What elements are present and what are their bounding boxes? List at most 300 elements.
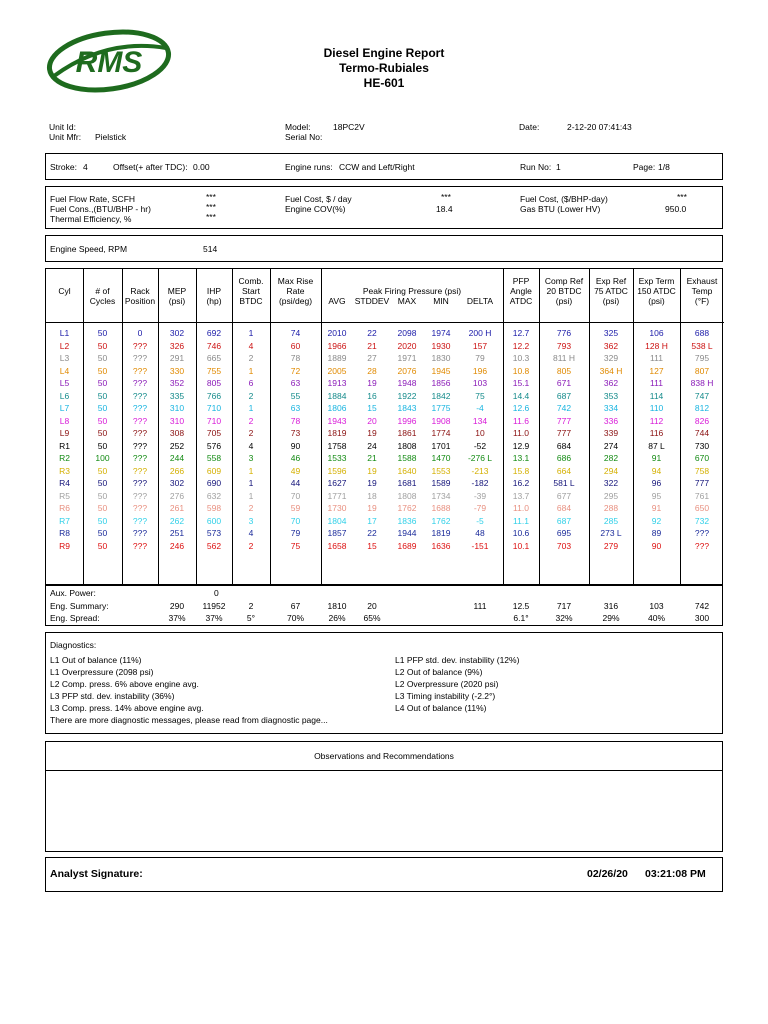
cell-cyl: R9 bbox=[59, 540, 70, 551]
cell-expterm: 106 bbox=[649, 328, 664, 338]
model-value: 18PC2V bbox=[333, 122, 365, 132]
cell-exhaust: 650 bbox=[694, 503, 710, 513]
diag-left-1: L1 Overpressure (2098 psi) bbox=[50, 667, 154, 677]
cell-rack: ??? bbox=[132, 428, 148, 438]
cell-expterm: 112 bbox=[649, 415, 664, 426]
report-title: Diesel Engine Report bbox=[323, 46, 445, 60]
cell-stddev: 28 bbox=[367, 365, 377, 376]
unit-code: HE-601 bbox=[363, 76, 405, 90]
cell-mep: 246 bbox=[169, 540, 185, 551]
cell-cycles: 50 bbox=[97, 478, 108, 488]
cell-ihp: 692 bbox=[206, 328, 222, 338]
aux-power-value: 0 bbox=[214, 588, 219, 598]
cell-cycles: 50 bbox=[97, 528, 108, 538]
signature-box bbox=[45, 857, 723, 892]
cell-avg: 1889 bbox=[327, 353, 347, 363]
cell-cyl: L4 bbox=[59, 365, 70, 376]
cell-exhaust: 838 H bbox=[690, 378, 714, 388]
col-ihp-header: IHP (hp) bbox=[206, 286, 222, 306]
cell-compref: 687 bbox=[556, 390, 572, 401]
cell-min: 1470 bbox=[431, 453, 451, 463]
cell-maxrise: 73 bbox=[290, 428, 301, 438]
col-expref-header: Exp Ref 75 ATDC (psi) bbox=[594, 276, 628, 306]
cell-cycles: 50 bbox=[97, 515, 108, 526]
cell-expterm: 111 bbox=[650, 378, 663, 388]
cell-compref: 805 bbox=[556, 365, 572, 376]
cell-rack: ??? bbox=[132, 465, 148, 476]
cell-max: 1588 bbox=[397, 453, 417, 463]
cell-compref: 684 bbox=[556, 503, 572, 513]
page-value: 1/8 bbox=[658, 162, 670, 172]
cell-cyl: L1 bbox=[59, 328, 70, 338]
cell-compref: 777 bbox=[556, 415, 572, 426]
cell-compref: 695 bbox=[556, 528, 572, 538]
cell-stddev: 17 bbox=[367, 515, 377, 526]
cell-rack: ??? bbox=[132, 515, 148, 526]
cell-expterm: 127 bbox=[649, 365, 664, 376]
cell-expref: 362 bbox=[603, 340, 619, 351]
cell-cyl: L2 bbox=[59, 340, 70, 351]
cell-expref: 325 bbox=[603, 328, 619, 338]
cell-ihp: 665 bbox=[206, 353, 222, 363]
cell-rack: ??? bbox=[132, 490, 148, 501]
cell-expterm: 96 bbox=[651, 478, 662, 488]
cell-delta: 157 bbox=[472, 340, 488, 351]
observations-box bbox=[45, 741, 723, 852]
cell-exhaust: 688 bbox=[694, 328, 710, 338]
cell-comb: 4 bbox=[248, 440, 254, 451]
diag-more: There are more diagnostic messages, please read from diagnostic page... bbox=[50, 715, 328, 725]
signature-date: 02/26/20 bbox=[587, 868, 628, 880]
summary-cell-compref: 717 bbox=[556, 601, 572, 611]
cell-expref: 364 H bbox=[599, 365, 623, 376]
cell-cycles: 50 bbox=[97, 378, 108, 388]
fuel-cost-bhp-value: *** bbox=[677, 192, 687, 202]
cell-mep: 251 bbox=[169, 528, 185, 538]
cell-delta: -4 bbox=[476, 403, 484, 413]
col-mep-header: MEP (psi) bbox=[167, 286, 187, 306]
cell-maxrise: 70 bbox=[290, 490, 301, 501]
cell-ihp: 573 bbox=[206, 528, 222, 538]
cell-cycles: 50 bbox=[97, 403, 108, 413]
run-no-value: 1 bbox=[556, 162, 561, 172]
table-row bbox=[46, 491, 724, 502]
cell-cycles: 50 bbox=[97, 415, 108, 426]
cell-comb: 2 bbox=[248, 428, 254, 438]
summary-cell-maxrise: 70% bbox=[286, 613, 304, 623]
cell-comb: 1 bbox=[248, 403, 254, 413]
cell-exhaust: 744 bbox=[694, 428, 710, 438]
cell-rack: ??? bbox=[132, 415, 148, 426]
cell-avg: 1819 bbox=[327, 428, 347, 438]
cell-rack: ??? bbox=[132, 365, 148, 376]
cell-avg: 1627 bbox=[327, 478, 347, 488]
cell-compref: 776 bbox=[556, 328, 572, 338]
cell-stddev: 15 bbox=[367, 403, 377, 413]
cell-compref: 664 bbox=[556, 465, 572, 476]
cell-mep: 310 bbox=[169, 403, 185, 413]
diag-left-3: L3 PFP std. dev. instability (36%) bbox=[50, 691, 175, 701]
cell-rack: ??? bbox=[132, 378, 148, 388]
cell-rack: ??? bbox=[132, 528, 148, 538]
cell-exhaust: 812 bbox=[694, 403, 710, 413]
fuel-cost-day-label: Fuel Cost, $ / day bbox=[285, 194, 352, 204]
cell-cycles: 50 bbox=[97, 540, 108, 551]
summary-cell-pfp: 12.5 bbox=[512, 601, 530, 611]
cell-maxrise: 90 bbox=[290, 440, 301, 451]
col-stddev-header: STDDEV bbox=[354, 296, 390, 306]
cell-compref: 742 bbox=[556, 403, 572, 413]
cell-stddev: 18 bbox=[367, 490, 377, 501]
cell-rack: ??? bbox=[132, 440, 148, 451]
summary-cell-exhaust: 300 bbox=[694, 613, 710, 623]
cell-comb: 2 bbox=[248, 415, 254, 426]
unit-mfr-label: Unit Mfr: bbox=[49, 132, 82, 142]
station-name: Termo-Rubiales bbox=[339, 61, 429, 75]
cell-compref: 686 bbox=[556, 453, 572, 463]
aux-power-label: Aux. Power: bbox=[50, 588, 96, 598]
cell-exhaust: 807 bbox=[694, 365, 710, 376]
cell-maxrise: 74 bbox=[290, 328, 301, 338]
col-compref-header: Comp Ref 20 BTDC (psi) bbox=[544, 276, 584, 306]
engine-speed-label: Engine Speed, RPM bbox=[50, 244, 128, 254]
cell-expref: 334 bbox=[603, 403, 619, 413]
col-rack-header: Rack Position bbox=[124, 286, 156, 306]
cell-cyl: R4 bbox=[59, 478, 70, 488]
col-avg-header: AVG bbox=[328, 296, 346, 306]
cell-expref: 353 bbox=[603, 390, 619, 401]
cell-max: 1944 bbox=[397, 528, 417, 538]
cell-stddev: 24 bbox=[367, 440, 377, 451]
cell-comb: 4 bbox=[248, 340, 254, 351]
diag-right-3: L3 Timing instability (-2.2°) bbox=[395, 691, 496, 701]
cell-min: 1842 bbox=[431, 390, 451, 401]
cell-max: 1971 bbox=[397, 353, 417, 363]
cell-expref: 362 bbox=[603, 378, 619, 388]
cell-stddev: 22 bbox=[367, 528, 377, 538]
summary-cell-avg: 26% bbox=[328, 613, 346, 623]
cell-mep: 244 bbox=[169, 453, 185, 463]
cell-pfp: 10.3 bbox=[512, 353, 530, 363]
cell-compref: 793 bbox=[556, 340, 572, 351]
cell-cycles: 50 bbox=[97, 428, 108, 438]
cell-expterm: 87 L bbox=[648, 440, 665, 451]
cell-max: 2098 bbox=[397, 328, 417, 338]
cell-cycles: 50 bbox=[97, 490, 108, 501]
cell-rack: ??? bbox=[132, 403, 148, 413]
cell-comb: 6 bbox=[248, 378, 254, 388]
cell-maxrise: 78 bbox=[290, 415, 301, 426]
cell-expterm: 111 bbox=[650, 353, 663, 363]
table-row bbox=[46, 516, 724, 527]
cell-cyl: R5 bbox=[59, 490, 70, 501]
cell-expterm: 90 bbox=[651, 540, 662, 551]
date-label: Date: bbox=[519, 122, 540, 132]
col-pfp-header: PFP Angle ATDC bbox=[509, 276, 533, 306]
cell-cycles: 50 bbox=[97, 390, 108, 401]
cell-stddev: 16 bbox=[367, 390, 377, 401]
cell-comb: 2 bbox=[248, 540, 254, 551]
table-row bbox=[46, 378, 724, 389]
summary-cell-pfp: 6.1° bbox=[513, 613, 529, 623]
table-row bbox=[46, 428, 724, 439]
table-row bbox=[46, 478, 724, 489]
svg-text:RMS: RMS bbox=[75, 46, 143, 79]
cell-expref: 282 bbox=[603, 453, 619, 463]
cell-min: 1701 bbox=[431, 440, 451, 451]
cell-pfp: 16.2 bbox=[512, 478, 530, 488]
cell-pfp: 12.6 bbox=[512, 403, 530, 413]
cell-delta: -79 bbox=[473, 503, 487, 513]
diag-left-4: L3 Comp. press. 14% above engine avg. bbox=[50, 703, 204, 713]
cell-maxrise: 72 bbox=[290, 365, 301, 376]
cell-max: 1836 bbox=[397, 515, 417, 526]
thermal-eff-value: *** bbox=[206, 212, 216, 222]
table-row bbox=[46, 528, 724, 539]
cell-pfp: 11.0 bbox=[513, 503, 529, 513]
cell-cyl: L9 bbox=[59, 428, 70, 438]
cell-maxrise: 78 bbox=[290, 353, 301, 363]
cell-rack: ??? bbox=[132, 478, 148, 488]
cell-min: 1636 bbox=[431, 540, 451, 551]
unit-id-label: Unit Id: bbox=[49, 122, 76, 132]
cell-delta: 48 bbox=[475, 528, 485, 538]
cell-min: 1553 bbox=[431, 465, 451, 476]
cell-avg: 1804 bbox=[327, 515, 347, 526]
cell-avg: 1857 bbox=[327, 528, 347, 538]
cell-avg: 1758 bbox=[327, 440, 347, 451]
cell-stddev: 22 bbox=[367, 328, 377, 338]
cell-delta: -39 bbox=[473, 490, 487, 501]
cell-expref: 285 bbox=[603, 515, 619, 526]
cell-comb: 3 bbox=[248, 515, 254, 526]
cell-min: 1908 bbox=[431, 415, 451, 426]
table-row bbox=[46, 353, 724, 364]
cell-rack: ??? bbox=[132, 453, 148, 463]
cell-expterm: 114 bbox=[649, 390, 664, 401]
cell-expref: 339 bbox=[603, 428, 619, 438]
summary-cell-comb: 5° bbox=[246, 613, 256, 623]
cell-mep: 326 bbox=[169, 340, 185, 351]
cell-cyl: R6 bbox=[59, 503, 70, 513]
offset-label: Offset(+ after TDC): bbox=[113, 162, 188, 172]
cell-maxrise: 55 bbox=[290, 390, 301, 401]
cell-rack: ??? bbox=[132, 340, 148, 351]
cell-stddev: 19 bbox=[367, 378, 377, 388]
cell-ihp: 746 bbox=[206, 340, 222, 351]
cell-mep: 308 bbox=[169, 428, 185, 438]
engine-runs-value: CCW and Left/Right bbox=[339, 162, 415, 172]
cell-expref: 288 bbox=[603, 503, 619, 513]
cell-mep: 330 bbox=[169, 365, 185, 376]
fuel-cons-value: *** bbox=[206, 202, 216, 212]
cell-max: 1861 bbox=[397, 428, 417, 438]
cell-ihp: 576 bbox=[206, 440, 222, 451]
cell-comb: 1 bbox=[248, 328, 254, 338]
cell-min: 1762 bbox=[431, 515, 451, 526]
cell-stddev: 15 bbox=[367, 540, 377, 551]
cell-max: 1948 bbox=[397, 378, 417, 388]
cell-exhaust: 730 bbox=[694, 440, 710, 451]
unit-mfr-value: Pielstick bbox=[95, 132, 127, 142]
cell-min: 1819 bbox=[431, 528, 451, 538]
summary-cell-exhaust: 742 bbox=[694, 601, 710, 611]
cell-ihp: 558 bbox=[206, 453, 222, 463]
col-cyl-header: Cyl bbox=[58, 286, 71, 296]
cell-min: 1856 bbox=[431, 378, 451, 388]
col-max-header: MAX bbox=[397, 296, 417, 306]
cell-maxrise: 79 bbox=[290, 528, 301, 538]
cell-expterm: 128 H bbox=[645, 340, 668, 351]
cell-pfp: 10.8 bbox=[512, 365, 530, 376]
cell-min: 1774 bbox=[431, 428, 451, 438]
stroke-value: 4 bbox=[83, 162, 88, 172]
cell-ihp: 632 bbox=[206, 490, 222, 501]
engine-cov-label: Engine COV(%) bbox=[285, 204, 346, 214]
model-label: Model: bbox=[285, 122, 311, 132]
cell-cycles: 50 bbox=[97, 353, 108, 363]
cell-avg: 1533 bbox=[327, 453, 347, 463]
col-expterm-header: Exp Term 150 ATDC (psi) bbox=[637, 276, 676, 306]
table-row bbox=[46, 391, 724, 402]
cell-avg: 2005 bbox=[327, 365, 347, 376]
summary-cell-expterm: 40% bbox=[647, 613, 665, 623]
analyst-signature-label: Analyst Signature: bbox=[50, 868, 143, 880]
cell-compref: 687 bbox=[556, 515, 572, 526]
summary-cell-ihp: 11952 bbox=[202, 601, 226, 611]
cell-maxrise: 46 bbox=[290, 453, 301, 463]
engine-runs-label: Engine runs: bbox=[285, 162, 333, 172]
cell-comb: 1 bbox=[248, 365, 254, 376]
cell-pfp: 14.4 bbox=[512, 390, 530, 401]
cell-expterm: 91 bbox=[651, 503, 662, 513]
cell-maxrise: 75 bbox=[290, 540, 301, 551]
summary-cell-expref: 316 bbox=[603, 601, 619, 611]
thermal-eff-label: Thermal Efficiency, % bbox=[50, 214, 132, 224]
cell-delta: 10 bbox=[475, 428, 485, 438]
table-row bbox=[46, 416, 724, 427]
cell-expterm: 116 bbox=[649, 428, 664, 438]
cell-ihp: 609 bbox=[206, 465, 222, 476]
cell-ihp: 766 bbox=[206, 390, 222, 401]
table-row bbox=[46, 366, 724, 377]
cell-delta: -151 bbox=[471, 540, 489, 551]
cylinder-table bbox=[45, 268, 723, 585]
cell-ihp: 710 bbox=[206, 415, 222, 426]
cell-ihp: 562 bbox=[206, 540, 222, 551]
cell-rack: ??? bbox=[132, 503, 148, 513]
cell-rack: ??? bbox=[132, 353, 148, 363]
cell-cyl: L5 bbox=[59, 378, 70, 388]
cell-compref: 777 bbox=[556, 428, 572, 438]
cell-exhaust: 538 L bbox=[691, 340, 713, 351]
cell-pfp: 15.8 bbox=[512, 465, 530, 476]
summary-cell-mep: 37% bbox=[168, 613, 186, 623]
eng-spread-label: Eng. Spread: bbox=[50, 613, 100, 623]
fuel-cost-bhp-label: Fuel Cost, ($/BHP-day) bbox=[520, 194, 608, 204]
cell-stddev: 20 bbox=[367, 415, 377, 426]
cell-ihp: 805 bbox=[206, 378, 222, 388]
cell-ihp: 600 bbox=[206, 515, 222, 526]
cell-exhaust: ??? bbox=[694, 540, 710, 551]
cell-stddev: 27 bbox=[367, 353, 377, 363]
cell-rack: ??? bbox=[132, 540, 148, 551]
diag-right-4: L4 Out of balance (11%) bbox=[395, 703, 487, 713]
cell-delta: 103 bbox=[472, 378, 488, 388]
fuel-info-box bbox=[45, 186, 723, 229]
cell-delta: -213 bbox=[471, 465, 489, 476]
cell-pfp: 10.1 bbox=[512, 540, 530, 551]
cell-maxrise: 59 bbox=[290, 503, 301, 513]
cell-cyl: L6 bbox=[59, 390, 70, 401]
cell-cyl: L7 bbox=[59, 403, 70, 413]
table-row bbox=[46, 403, 724, 414]
table-row bbox=[46, 441, 724, 452]
cell-expref: 295 bbox=[603, 490, 619, 501]
cell-comb: 1 bbox=[248, 465, 254, 476]
cell-cycles: 100 bbox=[95, 453, 110, 463]
run-no-label: Run No: bbox=[520, 162, 552, 172]
cell-mep: 261 bbox=[169, 503, 185, 513]
cell-delta: -276 L bbox=[467, 453, 493, 463]
signature-time: 03:21:08 PM bbox=[645, 868, 706, 880]
cell-avg: 1966 bbox=[327, 340, 347, 351]
diagnostics-box bbox=[45, 632, 723, 734]
engine-speed-box bbox=[45, 235, 723, 262]
diag-right-1: L2 Out of balance (9%) bbox=[395, 667, 483, 677]
date-value: 2-12-20 07:41:43 bbox=[567, 122, 632, 132]
diagnostics-title: Diagnostics: bbox=[50, 640, 97, 650]
col-delta-header: DELTA bbox=[466, 296, 494, 306]
cell-expterm: 92 bbox=[651, 515, 662, 526]
cell-expref: 279 bbox=[603, 540, 619, 551]
cell-compref: 684 bbox=[556, 440, 572, 451]
col-min-header: MIN bbox=[433, 296, 449, 306]
diag-right-2: L2 Overpressure (2020 psi) bbox=[395, 679, 499, 689]
cell-min: 1589 bbox=[431, 478, 451, 488]
cell-ihp: 755 bbox=[206, 365, 222, 376]
cell-avg: 1596 bbox=[327, 465, 347, 476]
cell-exhaust: 747 bbox=[694, 390, 710, 401]
cell-max: 1808 bbox=[397, 440, 417, 451]
stroke-label: Stroke: bbox=[50, 162, 77, 172]
cell-expref: 329 bbox=[603, 353, 619, 363]
cell-exhaust: 777 bbox=[694, 478, 710, 488]
cell-comb: 3 bbox=[248, 453, 254, 463]
fuel-flow-label: Fuel Flow Rate, SCFH bbox=[50, 194, 136, 204]
table-row bbox=[46, 466, 724, 477]
cell-max: 2020 bbox=[397, 340, 417, 351]
run-info-box bbox=[45, 153, 723, 180]
col-exhaust-header: Exhaust Temp (°F) bbox=[686, 276, 718, 306]
cell-cyl: R8 bbox=[59, 528, 70, 538]
cell-max: 2076 bbox=[397, 365, 417, 376]
cell-min: 1945 bbox=[431, 365, 451, 376]
cell-ihp: 598 bbox=[206, 503, 222, 513]
cell-delta: -52 bbox=[473, 440, 487, 451]
cell-pfp: 10.6 bbox=[512, 528, 530, 538]
cell-mep: 352 bbox=[169, 378, 185, 388]
cell-cyl: R3 bbox=[59, 465, 70, 476]
cell-max: 1640 bbox=[397, 465, 417, 476]
cell-cycles: 50 bbox=[97, 440, 108, 451]
cell-min: 1734 bbox=[431, 490, 451, 501]
diag-left-2: L2 Comp. press. 6% above engine avg. bbox=[50, 679, 199, 689]
cell-mep: 252 bbox=[169, 440, 185, 451]
cell-avg: 1806 bbox=[327, 403, 347, 413]
cell-exhaust: 670 bbox=[694, 453, 710, 463]
cell-min: 1930 bbox=[431, 340, 451, 351]
